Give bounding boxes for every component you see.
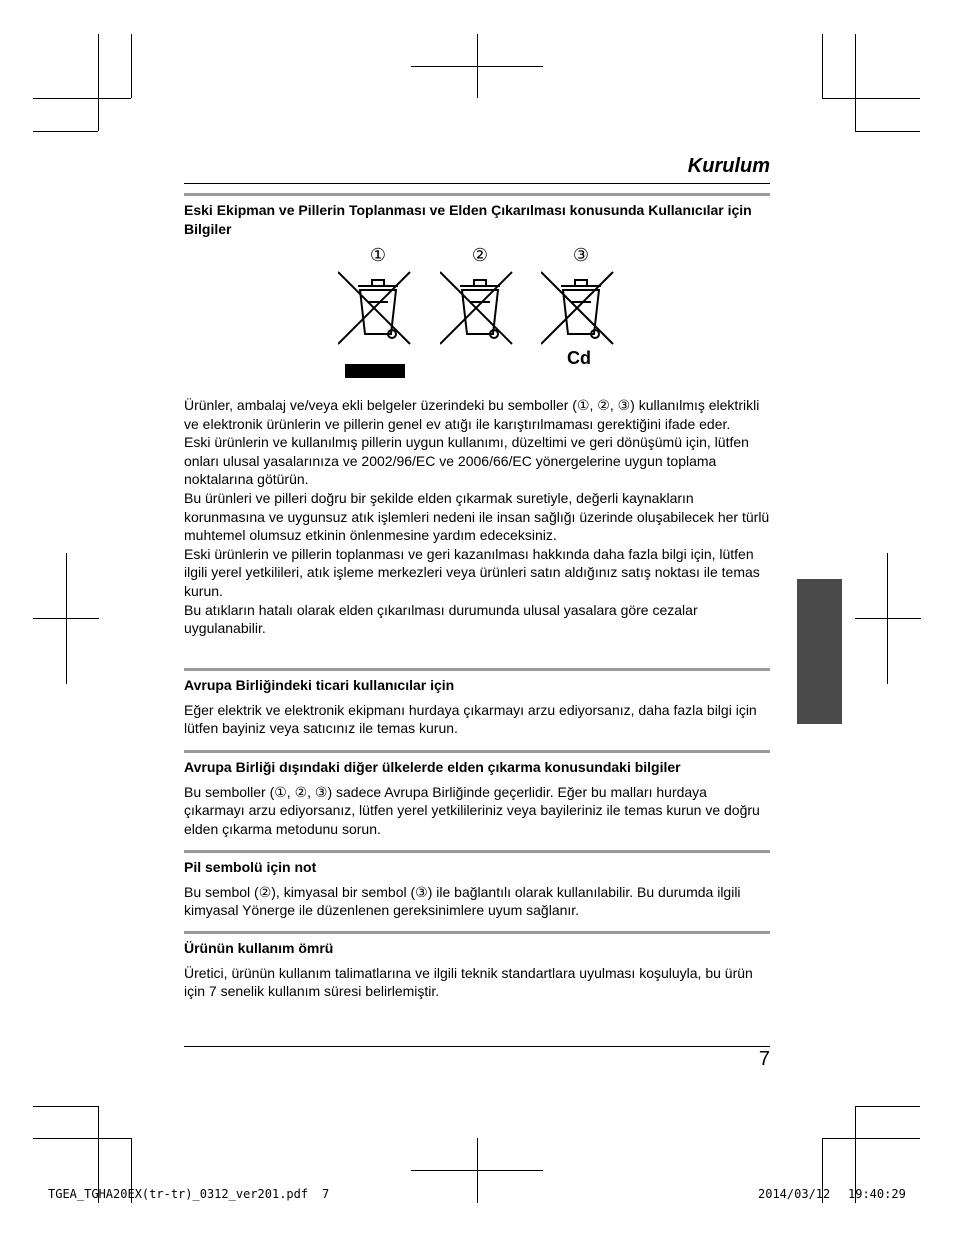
footer-rule [184,1046,770,1047]
print-page: 7 [322,1187,330,1201]
print-time: 19:40:29 [848,1187,906,1201]
crossed-bin-cd-icon [541,268,621,380]
crop-mark [33,98,131,99]
non-eu-section [184,758,770,838]
paragraph: Ürünler, ambalaj ve/veya ekli belgeler üzerindeki bu semboller (①, ②, ③) kullanılmış elektrikli ve elektronik ürünlerin ve pillerin genel ev atığı ile karıştırılmaması gerektiğini ifade eder. [184,397,760,432]
crop-mark [855,131,920,132]
symbol-number: ③ [572,245,590,265]
page-section-title: Kurulum [687,155,770,177]
weee-symbols [330,244,630,384]
section-divider [184,931,770,934]
section-body: Bu sembol (②), kimyasal bir sembol (③) ile bağlantılı olarak kullanılabilir. Bu durumda ilgili kimyasal Yönerge ile düzenlenen gereksinimlere uyum sağlanır. [184,883,741,919]
print-filename: TGEA_TGHA20EX(tr-tr)_0312_ver201.pdf [48,1187,309,1201]
crop-mark [855,34,856,131]
symbol-number: ① [369,245,387,265]
section-heading: Ürünün kullanım ömrü [184,940,334,956]
crop-mark [131,34,132,98]
crop-mark [855,1106,920,1107]
symbol-3 [541,244,621,384]
crossed-bin-with-bar-icon [338,268,418,380]
crop-mark [33,1138,131,1139]
intro-text [184,396,770,638]
section-heading: Avrupa Birliği dışındaki diğer ülkelerde elden çıkarma konusundaki bilgiler [184,759,681,775]
section-divider [184,193,770,196]
section-heading: Pil sembolü için not [184,859,317,875]
symbol-1 [338,244,418,384]
battery-note-section [184,858,770,920]
section-body: Üretici, ürünün kullanım talimatlarına ve ilgili teknik standartlara uyulması koşuluyla, bu ürün için 7 senelik kullanım süresi belirlemiştir. [184,964,753,1000]
section-divider [184,750,770,753]
section-divider [184,850,770,853]
paragraph: Eski ürünlerin ve pillerin toplanması ve geri kazanılması hakkında daha fazla bilgi için, lütfen ilgili yerel yetkilileri, atık işleme merkezleri veya ürünleri satın aldığınız satış noktası ile temas kurun. [184,545,760,599]
paragraph: Bu ürünleri ve pilleri doğru bir şekilde elden çıkarmak suretiyle, değerli kaynakların korunmasına ve uygunsuz atık işlemleri nedeni ile insan sağlığı üzerinde oluşabilecek her türlü muhtemel olumsuz etkinin önlenmesine yardım edeceksiniz. [184,489,770,544]
section-body: Bu semboller (①, ②, ③) sadece Avrupa Birliğinde geçerlidir. Eğer bu malları hurdaya çıkarmayı arzu ediyorsanız, lütfen yerel yetkilileriniz veya bayileriniz ile temas kurun ve doğru elden çıkarma metodunu sorun. [184,783,760,837]
section-heading: Avrupa Birliğindeki ticari kullanıcılar için [184,677,455,693]
crop-mark [822,98,920,99]
registration-mark [411,66,543,67]
registration-mark [33,618,99,619]
registration-mark [855,618,921,619]
section-body: Eğer elektrik ve elektronik ekipmanı hurdaya çıkarmayı arzu ediyorsanız, daha fazla bilgi için lütfen bayiniz veya satıcınız ile temas kurun. [184,701,757,737]
crop-mark [33,1106,98,1107]
print-date: 2014/03/12 [758,1187,831,1201]
chapter-tab [797,579,842,724]
paragraph: Bu atıkların hatalı olarak elden çıkarılması durumunda ulusal yasalara göre cezalar uygulanabilir. [184,601,698,637]
crop-mark [822,34,823,98]
symbol-number: ② [471,245,489,265]
crossed-bin-icon [440,268,520,380]
crop-mark [822,1138,920,1139]
main-heading: Eski Ekipman ve Pillerin Toplanması ve Elden Çıkarılması konusunda Kullanıcılar için Bilgiler [184,202,752,237]
section-divider [184,668,770,671]
main-section [184,201,770,244]
crop-mark [98,34,99,131]
registration-mark [411,1170,543,1171]
lifetime-section [184,939,770,1001]
page-number: 7 [758,1048,770,1070]
cd-label: Cd [567,348,591,368]
header-rule [184,183,770,184]
symbol-2 [440,244,520,384]
crop-mark [33,131,98,132]
paragraph: Eski ürünlerin ve kullanılmış pillerin uygun kullanımı, düzeltimi ve geri dönüşümü için, lütfen onları ulusal yasalarınıza ve 2002/96/EC ve 2006/66/EC yönergelerine uygun toplama noktalarına götürün. [184,434,749,488]
eu-business-section [184,676,770,738]
